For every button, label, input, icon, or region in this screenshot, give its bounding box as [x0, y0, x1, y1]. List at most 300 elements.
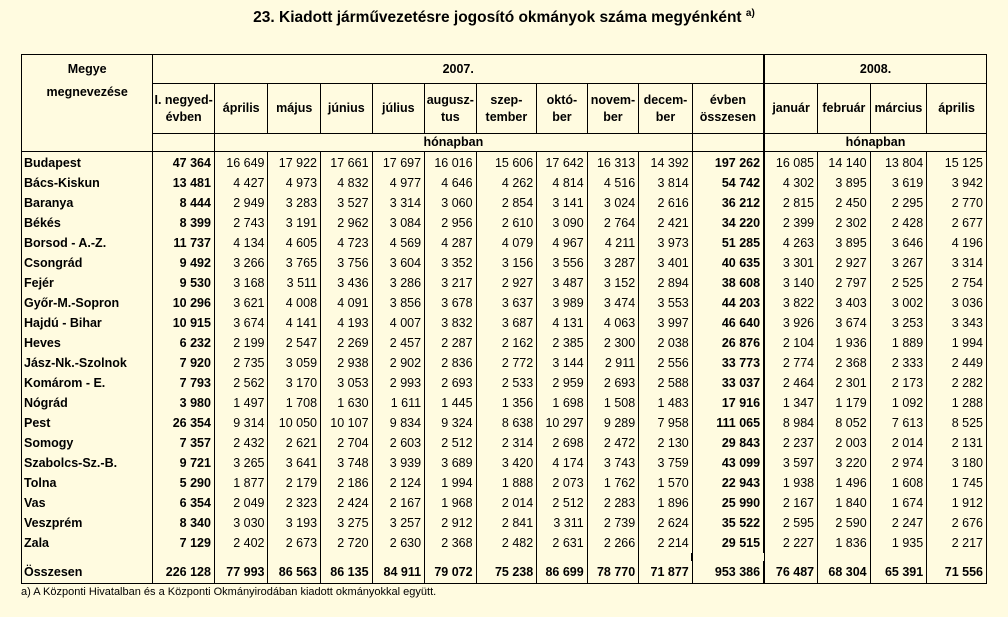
value-cell: 2 283 [587, 493, 639, 513]
value-cell: 9 834 [372, 413, 425, 433]
value-cell: 3 973 [639, 233, 693, 253]
value-cell: 2 457 [372, 333, 425, 353]
value-cell: 2 130 [639, 433, 693, 453]
value-cell: 33 037 [692, 373, 764, 393]
value-cell: 2 512 [425, 433, 477, 453]
county-name: Hajdú - Bihar [22, 313, 153, 333]
value-cell: 1 483 [639, 393, 693, 413]
value-cell: 2 673 [268, 533, 321, 553]
q1-header [153, 84, 215, 134]
value-cell: 2 300 [587, 333, 639, 353]
value-cell: 2 472 [587, 433, 639, 453]
value-cell: 86 563 [268, 561, 321, 584]
value-cell: 3 267 [870, 253, 927, 273]
value-cell: 2 815 [764, 193, 818, 213]
value-cell: 2 295 [870, 193, 927, 213]
value-cell: 4 174 [537, 453, 588, 473]
value-cell: 9 324 [425, 413, 477, 433]
value-cell: 3 487 [537, 273, 588, 293]
value-cell: 54 742 [692, 173, 764, 193]
value-cell: 2 704 [321, 433, 373, 453]
value-cell: 2 421 [639, 213, 693, 233]
value-cell: 3 553 [639, 293, 693, 313]
table-row [22, 413, 987, 433]
value-cell: 8 340 [153, 513, 215, 533]
table-row [22, 561, 987, 584]
q1-header-line2: évben [165, 109, 202, 124]
value-cell: 2 588 [639, 373, 693, 393]
value-cell: 3 474 [587, 293, 639, 313]
value-cell: 1 896 [639, 493, 693, 513]
value-cell: 4 141 [268, 313, 321, 333]
value-cell: 1 288 [927, 393, 987, 413]
table-row [22, 313, 987, 333]
month-2007-header [587, 84, 639, 134]
value-cell: 15 606 [476, 152, 537, 174]
table-row [22, 233, 987, 253]
value-cell: 38 608 [692, 273, 764, 293]
value-cell: 2 911 [587, 353, 639, 373]
value-cell: 3 756 [321, 253, 373, 273]
value-cell: 3 060 [425, 193, 477, 213]
value-cell: 2 399 [764, 213, 818, 233]
value-cell: 26 354 [153, 413, 215, 433]
value-cell: 3 511 [268, 273, 321, 293]
total-header-line: évben [709, 92, 746, 107]
spacer-cell [153, 553, 215, 561]
value-cell: 3 193 [268, 513, 321, 533]
value-cell: 4 302 [764, 173, 818, 193]
value-cell: 2 104 [764, 333, 818, 353]
value-cell: 16 016 [425, 152, 477, 174]
value-cell: 2 428 [870, 213, 927, 233]
value-cell: 2 974 [870, 453, 927, 473]
value-cell: 75 238 [476, 561, 537, 584]
value-cell: 4 605 [268, 233, 321, 253]
value-cell: 2 764 [587, 213, 639, 233]
month-2007-header [321, 84, 373, 134]
value-cell: 71 877 [639, 561, 693, 584]
value-cell: 22 943 [692, 473, 764, 493]
value-cell: 4 008 [268, 293, 321, 313]
value-cell: 3 765 [268, 253, 321, 273]
value-cell: 2 720 [321, 533, 373, 553]
value-cell: 8 052 [818, 413, 871, 433]
value-cell: 9 314 [214, 413, 268, 433]
value-cell: 2 603 [372, 433, 425, 453]
value-cell: 47 364 [153, 152, 215, 174]
value-cell: 1 836 [818, 533, 871, 553]
value-cell: 7 357 [153, 433, 215, 453]
value-cell: 44 203 [692, 293, 764, 313]
spacer-cell [587, 553, 639, 561]
value-cell: 86 135 [321, 561, 373, 584]
value-cell: 3 275 [321, 513, 373, 533]
value-cell: 2 333 [870, 353, 927, 373]
value-cell: 3 286 [372, 273, 425, 293]
statistics-table [21, 54, 987, 584]
value-cell: 4 211 [587, 233, 639, 253]
value-cell: 3 002 [870, 293, 927, 313]
value-cell: 1 912 [927, 493, 987, 513]
spacer-cell [321, 553, 373, 561]
value-cell: 1 611 [372, 393, 425, 413]
value-cell: 2 902 [372, 353, 425, 373]
value-cell: 2 323 [268, 493, 321, 513]
spacer-cell [476, 553, 537, 561]
month-2007-header-line: augusz- [426, 92, 474, 107]
value-cell: 3 265 [214, 453, 268, 473]
value-cell: 2 014 [476, 493, 537, 513]
value-cell: 4 427 [214, 173, 268, 193]
value-cell: 3 832 [425, 313, 477, 333]
table-row [22, 253, 987, 273]
value-cell: 1 888 [476, 473, 537, 493]
value-cell: 4 287 [425, 233, 477, 253]
value-cell: 3 895 [818, 173, 871, 193]
value-cell: 1 356 [476, 393, 537, 413]
county-name: Győr-M.-Sopron [22, 293, 153, 313]
value-cell: 2 003 [818, 433, 871, 453]
monthly-label-2008: hónapban [764, 134, 986, 152]
value-cell: 1 698 [537, 393, 588, 413]
value-cell: 2 735 [214, 353, 268, 373]
value-cell: 1 762 [587, 473, 639, 493]
value-cell: 3 980 [153, 393, 215, 413]
value-cell: 4 196 [927, 233, 987, 253]
value-cell: 14 392 [639, 152, 693, 174]
value-cell: 3 343 [927, 313, 987, 333]
value-cell: 2 962 [321, 213, 373, 233]
value-cell: 8 984 [764, 413, 818, 433]
value-cell: 2 247 [870, 513, 927, 533]
county-name: Baranya [22, 193, 153, 213]
value-cell: 7 793 [153, 373, 215, 393]
value-cell: 2 269 [321, 333, 373, 353]
county-name: Tolna [22, 473, 153, 493]
county-name: Szabolcs-Sz.-B. [22, 453, 153, 473]
value-cell: 8 638 [476, 413, 537, 433]
value-cell: 2 959 [537, 373, 588, 393]
table-header [22, 55, 987, 152]
value-cell: 17 916 [692, 393, 764, 413]
month-2007-header [639, 84, 693, 134]
value-cell: 4 832 [321, 173, 373, 193]
total-header-line: összesen [699, 109, 757, 124]
value-cell: 2 179 [268, 473, 321, 493]
value-cell: 51 285 [692, 233, 764, 253]
value-cell: 3 674 [818, 313, 871, 333]
value-cell: 2 038 [639, 333, 693, 353]
value-cell: 34 220 [692, 213, 764, 233]
value-cell: 3 895 [818, 233, 871, 253]
value-cell: 4 977 [372, 173, 425, 193]
value-cell: 3 814 [639, 173, 693, 193]
value-cell: 3 403 [818, 293, 871, 313]
value-cell: 2 450 [818, 193, 871, 213]
value-cell: 2 199 [214, 333, 268, 353]
county-name: Somogy [22, 433, 153, 453]
value-cell: 9 492 [153, 253, 215, 273]
month-2008-header: január [764, 84, 818, 134]
value-cell: 2 402 [214, 533, 268, 553]
value-cell: 3 152 [587, 273, 639, 293]
value-cell: 3 641 [268, 453, 321, 473]
value-cell: 9 530 [153, 273, 215, 293]
value-cell: 3 314 [372, 193, 425, 213]
value-cell: 2 314 [476, 433, 537, 453]
table-row [22, 453, 987, 473]
value-cell: 2 938 [321, 353, 373, 373]
value-cell: 1 508 [587, 393, 639, 413]
month-2007-header-line: ber [603, 109, 623, 124]
month-2007-header [425, 84, 477, 134]
county-column-header [22, 55, 153, 152]
value-cell: 9 721 [153, 453, 215, 473]
value-cell: 68 304 [818, 561, 871, 584]
value-cell: 2 693 [587, 373, 639, 393]
value-cell: 3 604 [372, 253, 425, 273]
value-cell: 3 401 [639, 253, 693, 273]
value-cell: 2 124 [372, 473, 425, 493]
value-cell: 15 125 [927, 152, 987, 174]
value-cell: 4 134 [214, 233, 268, 253]
value-cell: 4 263 [764, 233, 818, 253]
value-cell: 4 516 [587, 173, 639, 193]
county-name: Zala [22, 533, 153, 553]
value-cell: 2 743 [214, 213, 268, 233]
county-name: Jász-Nk.-Szolnok [22, 353, 153, 373]
value-cell: 2 797 [818, 273, 871, 293]
value-cell: 2 595 [764, 513, 818, 533]
value-cell: 2 949 [214, 193, 268, 213]
value-cell: 4 131 [537, 313, 588, 333]
value-cell: 2 677 [927, 213, 987, 233]
value-cell: 6 354 [153, 493, 215, 513]
value-cell: 71 556 [927, 561, 987, 584]
value-cell: 5 290 [153, 473, 215, 493]
value-cell: 2 162 [476, 333, 537, 353]
value-cell: 1 877 [214, 473, 268, 493]
value-cell: 17 661 [321, 152, 373, 174]
value-cell: 7 920 [153, 353, 215, 373]
value-cell: 46 640 [692, 313, 764, 333]
value-cell: 16 085 [764, 152, 818, 174]
month-2007-header-line: decem- [643, 92, 688, 107]
table-row [22, 393, 987, 413]
value-cell: 2 630 [372, 533, 425, 553]
value-cell: 226 128 [153, 561, 215, 584]
value-cell: 3 220 [818, 453, 871, 473]
value-cell: 2 836 [425, 353, 477, 373]
value-cell: 1 994 [425, 473, 477, 493]
value-cell: 3 687 [476, 313, 537, 333]
value-cell: 33 773 [692, 353, 764, 373]
value-cell: 3 420 [476, 453, 537, 473]
value-cell: 1 935 [870, 533, 927, 553]
value-cell: 1 496 [818, 473, 871, 493]
table-row [22, 173, 987, 193]
value-cell: 4 814 [537, 173, 588, 193]
value-cell: 3 217 [425, 273, 477, 293]
value-cell: 3 036 [927, 293, 987, 313]
month-2008-header: február [818, 84, 871, 134]
value-cell: 2 282 [927, 373, 987, 393]
value-cell: 953 386 [692, 561, 764, 584]
value-cell: 17 697 [372, 152, 425, 174]
value-cell: 2 739 [587, 513, 639, 533]
value-cell: 3 140 [764, 273, 818, 293]
county-name: Bács-Kiskun [22, 173, 153, 193]
value-cell: 3 030 [214, 513, 268, 533]
value-cell: 7 958 [639, 413, 693, 433]
value-cell: 3 059 [268, 353, 321, 373]
value-cell: 26 876 [692, 333, 764, 353]
value-cell: 3 621 [214, 293, 268, 313]
value-cell: 4 091 [321, 293, 373, 313]
month-2007-header-line: októ- [546, 92, 578, 107]
value-cell: 2 624 [639, 513, 693, 533]
month-2007-header-line: július [381, 101, 415, 115]
value-cell: 3 257 [372, 513, 425, 533]
value-cell: 2 368 [425, 533, 477, 553]
value-cell: 3 942 [927, 173, 987, 193]
value-cell: 3 674 [214, 313, 268, 333]
value-cell: 3 266 [214, 253, 268, 273]
value-cell: 3 759 [639, 453, 693, 473]
value-cell: 4 967 [537, 233, 588, 253]
value-cell: 4 723 [321, 233, 373, 253]
value-cell: 86 699 [537, 561, 588, 584]
county-name: Békés [22, 213, 153, 233]
value-cell: 3 168 [214, 273, 268, 293]
value-cell: 2 014 [870, 433, 927, 453]
value-cell: 2 854 [476, 193, 537, 213]
value-cell: 3 287 [587, 253, 639, 273]
value-cell: 1 936 [818, 333, 871, 353]
total-2007-header [692, 84, 764, 134]
value-cell: 4 079 [476, 233, 537, 253]
table-row [22, 293, 987, 313]
footnote: a) A Központi Hivatalban és a Központi Okmányirodában kiadott okmányokkal együtt. [21, 586, 437, 598]
value-cell: 4 007 [372, 313, 425, 333]
spacer-cell [214, 553, 268, 561]
value-cell: 2 482 [476, 533, 537, 553]
value-cell: 2 131 [927, 433, 987, 453]
total-blank-cell [692, 134, 764, 152]
table-row [22, 193, 987, 213]
county-name: Borsod - A.-Z. [22, 233, 153, 253]
value-cell: 2 525 [870, 273, 927, 293]
value-cell: 1 179 [818, 393, 871, 413]
value-cell: 2 754 [927, 273, 987, 293]
table-row [22, 273, 987, 293]
value-cell: 17 642 [537, 152, 588, 174]
table-title [0, 8, 1008, 27]
month-2007-header-line: tus [440, 109, 460, 124]
year-2007-header: 2007. [153, 55, 764, 84]
value-cell: 2 562 [214, 373, 268, 393]
value-cell: 84 911 [372, 561, 425, 584]
county-name: Budapest [22, 152, 153, 174]
value-cell: 3 822 [764, 293, 818, 313]
value-cell: 29 515 [692, 533, 764, 553]
value-cell: 2 049 [214, 493, 268, 513]
value-cell: 3 743 [587, 453, 639, 473]
value-cell: 2 217 [927, 533, 987, 553]
value-cell: 35 522 [692, 513, 764, 533]
value-cell: 3 989 [537, 293, 588, 313]
value-cell: 3 997 [639, 313, 693, 333]
value-cell: 36 212 [692, 193, 764, 213]
table-body [22, 152, 987, 584]
value-cell: 76 487 [764, 561, 818, 584]
table-row [22, 533, 987, 553]
county-header-line2: megnevezése [46, 85, 128, 99]
value-cell: 3 084 [372, 213, 425, 233]
value-cell: 3 314 [927, 253, 987, 273]
year-2008-header: 2008. [764, 55, 986, 84]
value-cell: 2 956 [425, 213, 477, 233]
month-2007-header [537, 84, 588, 134]
value-cell: 3 024 [587, 193, 639, 213]
month-2008-header: április [927, 84, 987, 134]
value-cell: 10 296 [153, 293, 215, 313]
value-cell: 2 693 [425, 373, 477, 393]
value-cell: 2 533 [476, 373, 537, 393]
month-2007-header-line: április [222, 101, 260, 115]
spacer-cell [764, 553, 818, 561]
value-cell: 3 301 [764, 253, 818, 273]
value-cell: 2 237 [764, 433, 818, 453]
value-cell: 2 927 [476, 273, 537, 293]
value-cell: 3 144 [537, 353, 588, 373]
value-cell: 3 527 [321, 193, 373, 213]
month-2007-header-line: szep- [490, 92, 523, 107]
monthly-label-2007: hónapban [214, 134, 692, 152]
spacer-row [22, 553, 987, 561]
county-name: Veszprém [22, 513, 153, 533]
table-row [22, 473, 987, 493]
table-row [22, 333, 987, 353]
value-cell: 3 646 [870, 233, 927, 253]
value-cell: 2 424 [321, 493, 373, 513]
value-cell: 2 590 [818, 513, 871, 533]
value-cell: 13 804 [870, 152, 927, 174]
value-cell: 13 481 [153, 173, 215, 193]
month-2007-header-line: ber [655, 109, 676, 124]
table-row [22, 373, 987, 393]
value-cell: 1 570 [639, 473, 693, 493]
value-cell: 2 449 [927, 353, 987, 373]
value-cell: 2 385 [537, 333, 588, 353]
spacer-cell [268, 553, 321, 561]
value-cell: 2 616 [639, 193, 693, 213]
value-cell: 3 939 [372, 453, 425, 473]
value-cell: 3 180 [927, 453, 987, 473]
value-cell: 2 227 [764, 533, 818, 553]
county-name: Pest [22, 413, 153, 433]
value-cell: 4 262 [476, 173, 537, 193]
value-cell: 77 993 [214, 561, 268, 584]
value-cell: 4 193 [321, 313, 373, 333]
value-cell: 2 368 [818, 353, 871, 373]
value-cell: 3 311 [537, 513, 588, 533]
county-name: Heves [22, 333, 153, 353]
value-cell: 3 678 [425, 293, 477, 313]
value-cell: 3 556 [537, 253, 588, 273]
value-cell: 2 772 [476, 353, 537, 373]
